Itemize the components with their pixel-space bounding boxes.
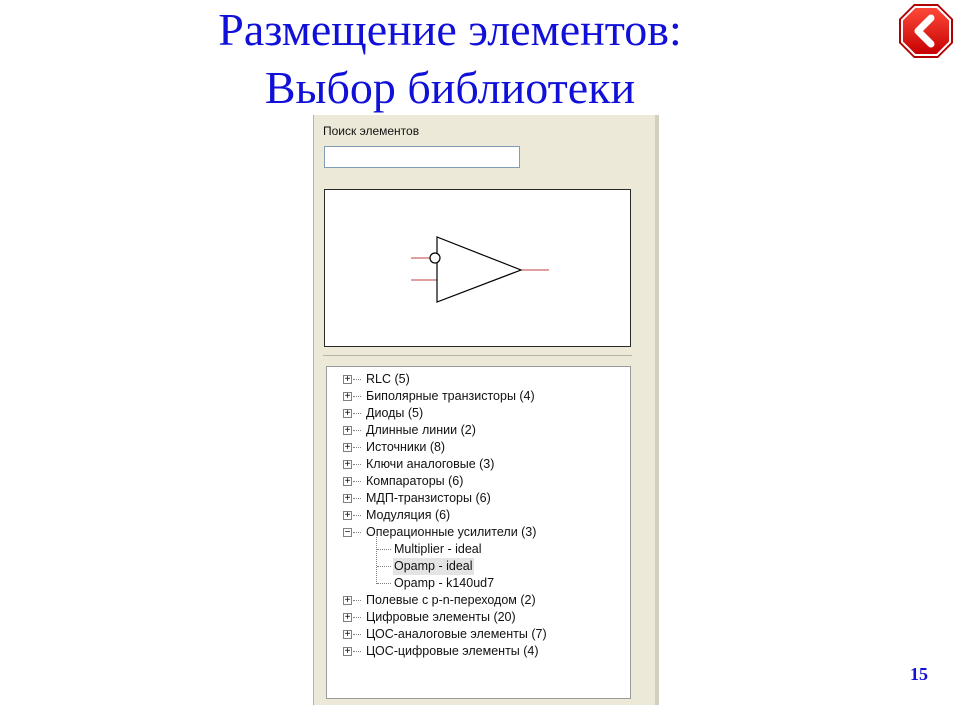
collapse-icon[interactable]: −	[344, 527, 351, 538]
tree-item-label: Источники (8)	[366, 440, 446, 454]
tree-item-label: ЦОС-цифровые элементы (4)	[366, 644, 539, 658]
tree-connector	[353, 617, 361, 618]
tree-item-label: Полевые с p-n-переходом (2)	[366, 593, 536, 607]
panel-scrollbar-edge	[655, 115, 659, 705]
expand-icon[interactable]: +	[344, 476, 351, 487]
tree-item-label: Цифровые элементы (20)	[366, 610, 516, 624]
component-library-panel	[313, 115, 659, 705]
tree-connector	[377, 583, 391, 584]
expand-icon[interactable]: +	[344, 459, 351, 470]
component-preview	[324, 189, 631, 347]
slide-title-line-1: Размещение элементов:	[218, 4, 682, 55]
tree-connector	[353, 600, 361, 601]
slide-title-line-2: Выбор библиотеки	[264, 62, 636, 113]
tree-connector	[377, 549, 391, 550]
expand-icon[interactable]: +	[344, 612, 351, 623]
tree-connector	[353, 464, 361, 465]
tree-connector	[353, 481, 361, 482]
tree-item-label: МДП-транзисторы (6)	[366, 491, 491, 505]
tree-connector	[353, 396, 361, 397]
expand-icon[interactable]: +	[344, 629, 351, 640]
back-button[interactable]	[897, 2, 955, 60]
tree-item-label: Ключи аналоговые (3)	[366, 457, 495, 471]
expand-icon[interactable]: +	[344, 374, 351, 385]
tree-connector	[353, 651, 361, 652]
chevron-left-icon	[897, 2, 955, 60]
slide-title	[0, 0, 900, 118]
tree-connector	[353, 379, 361, 380]
expand-icon[interactable]: +	[344, 595, 351, 606]
expand-icon[interactable]: +	[344, 391, 351, 402]
tree-child-label: Opamp - k140ud7	[394, 576, 495, 590]
tree-connector	[353, 634, 361, 635]
tree-connector	[353, 447, 361, 448]
tree-item-label: Длинные линии (2)	[366, 423, 476, 437]
tree-item-label: Модуляция (6)	[366, 508, 451, 522]
tree-item-label: RLC (5)	[366, 372, 410, 386]
tree-connector	[376, 537, 377, 584]
tree-item-label: Компараторы (6)	[366, 474, 464, 488]
tree-child-label: Opamp - ideal	[394, 559, 473, 573]
expand-icon[interactable]: +	[344, 510, 351, 521]
tree-connector	[377, 566, 391, 567]
tree-item-label: Операционные усилители (3)	[366, 525, 537, 539]
tree-item-label: ЦОС-аналоговые элементы (7)	[366, 627, 547, 641]
search-input[interactable]	[324, 146, 520, 168]
search-label: Поиск элементов	[323, 124, 420, 138]
expand-icon[interactable]: +	[344, 442, 351, 453]
expand-icon[interactable]: +	[344, 408, 351, 419]
tree-item-label: Биполярные транзисторы (4)	[366, 389, 535, 403]
panel-divider	[323, 355, 632, 356]
tree-connector	[353, 532, 361, 533]
page-number: 15	[910, 664, 928, 684]
expand-icon[interactable]: +	[344, 493, 351, 504]
tree-child-label: Multiplier - ideal	[394, 542, 482, 556]
expand-icon[interactable]: +	[344, 425, 351, 436]
component-tree[interactable]	[326, 366, 631, 699]
tree-connector	[353, 515, 361, 516]
tree-connector	[353, 413, 361, 414]
opamp-symbol-icon	[325, 190, 630, 346]
tree-connector	[353, 430, 361, 431]
tree-item-label: Диоды (5)	[366, 406, 424, 420]
expand-icon[interactable]: +	[344, 646, 351, 657]
tree-connector	[353, 498, 361, 499]
